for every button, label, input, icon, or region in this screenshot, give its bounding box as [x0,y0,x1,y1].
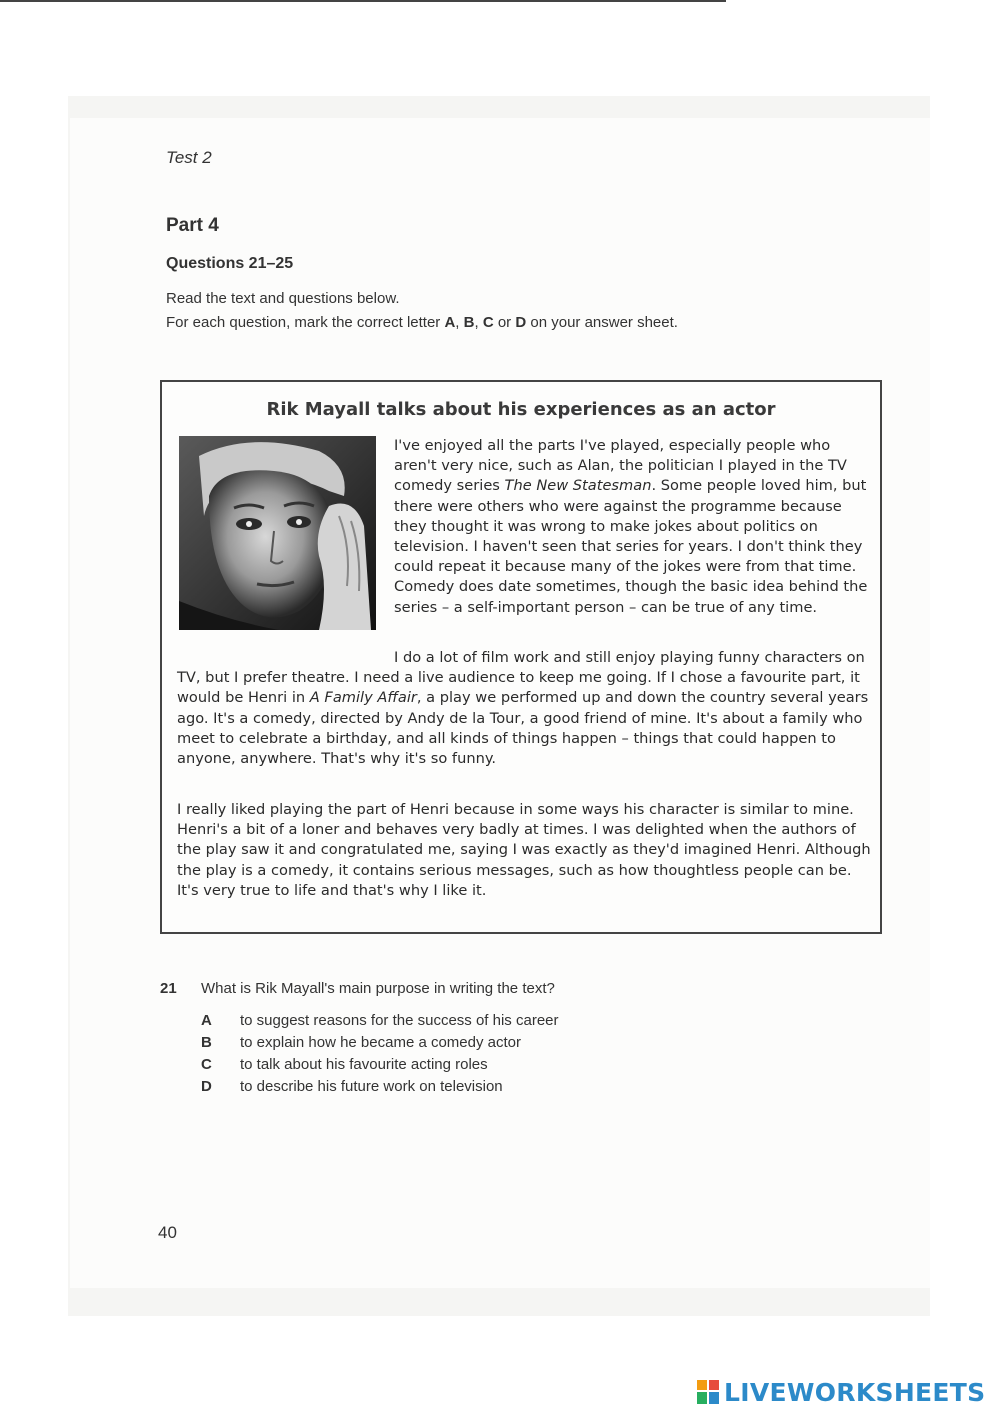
option-c-text[interactable]: to talk about his favourite acting roles [240,1056,488,1073]
article-paragraph-1: I've enjoyed all the parts I've played, especially people who aren't very nice, such as Alan, the politician I played in the TV comedy series The New Statesman. Some people loved him, but there were others who were against the programme because they thought it was wrong to make jokes about politics on television. I haven't seen that series for years. I don't think they could repeat it because many of the jokes were from that time. Comedy does date sometimes, though the basic idea behind the series – a self-important person – can be true of any time. [394,437,868,616]
instruction-line-2: For each question, mark the correct letter A, B, C or D on your answer sheet. [166,314,678,331]
option-c-letter[interactable]: C [201,1056,212,1073]
article-paragraph-2: I do a lot of film work and still enjoy playing funny characters on TV, but I prefer theatre. I need a live audience to keep me going. If I chose a favourite part, it would be Henri in A Family Affair, a play we performed up and down the country several years ago. It's a comedy, directed by Andy de la Tour, a good friend of mine. It's about a family who meet to celebrate a birthday, and all kinds of things happen – things that could happen to anyone, anywhere. That's why it's so funny. [177,649,869,768]
portrait-illustration [179,436,376,630]
article-paragraph-3: I really liked playing the part of Henri because in some ways his character is similar to mine. Henri's a bit of a loner and behaves very badly at times. I was delighted when the authors of the play saw it and congratulated me, saying I was exactly as they'd imagined Henri. Although the play is a comedy, it contains serious messages, such as how thoughtless people can be. It's very true to life and that's why I like it. [177,801,871,899]
option-d-letter[interactable]: D [201,1078,212,1095]
question-number: 21 [160,980,177,997]
instruction-line-1: Read the text and questions below. [166,290,400,307]
liveworksheets-logo-text: LIVEWORKSHEETS [724,1378,986,1407]
section-divider [0,0,726,2]
actor-portrait-photo [179,436,376,630]
part-title: Part 4 [166,215,219,236]
question-text: What is Rik Mayall's main purpose in writing the text? [201,980,555,997]
page-number: 40 [158,1223,177,1242]
option-b-text[interactable]: to explain how he became a comedy actor [240,1034,521,1051]
test-label: Test 2 [166,148,212,167]
article-box [160,380,882,934]
questions-range-title: Questions 21–25 [166,255,294,272]
liveworksheets-logo-icon [697,1380,719,1404]
option-a-letter[interactable]: A [201,1012,212,1029]
option-d-text[interactable]: to describe his future work on television [240,1078,503,1095]
article-title: Rik Mayall talks about his experiences as an actor [266,399,776,420]
option-b-letter[interactable]: B [201,1034,212,1051]
option-a-text[interactable]: to suggest reasons for the success of his career [240,1012,559,1029]
